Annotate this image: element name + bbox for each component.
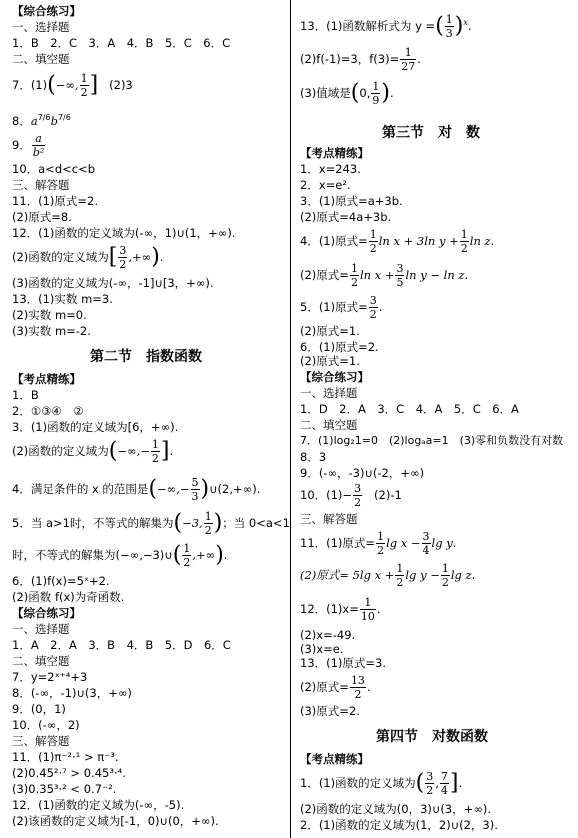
- answer-line: 13．(1)原式=3.: [300, 656, 387, 670]
- answer-line: 9． $\frac{a}{\text{b²}}$: [12, 132, 45, 159]
- answer-line: (2)原式=4a+3b.: [300, 210, 392, 224]
- answer-line: 12．(1)函数的定义域为(-∞，-5).: [12, 798, 185, 812]
- answer-line: 1．D 2．A 3．C 4．A 5．C 6．A: [300, 402, 519, 416]
- answer-line: 7．(1)(−∞, $\frac{1}{2}$ ] (2)3: [12, 72, 133, 99]
- answer-line: (2)原式=8.: [12, 210, 72, 224]
- fraction: $\frac{1}{2}$: [204, 510, 212, 537]
- answer-line: 1．x=243.: [300, 162, 361, 176]
- answer-line: (2)原式=1.: [300, 354, 360, 368]
- answer-line: 8．3: [300, 450, 327, 464]
- subheading: 二、填空题: [300, 418, 358, 432]
- answer-line: 2．x=e².: [300, 178, 351, 192]
- answer-line: 2．①③④ ②: [12, 404, 84, 418]
- answer-line: 2．(1)函数的定义域为(1，2)∪(2，3).: [300, 818, 498, 832]
- answer-line: (2)原式= $\frac{13}{2}$ .: [300, 674, 371, 701]
- answer-line: 4．(1)原式= $\frac{1}{2}$ ln x + 3ln y + $\frac{1}{2}$ ln z.: [300, 228, 495, 255]
- fraction: $\frac{a}{\text{b²}}$: [32, 132, 45, 159]
- section-heading: 【考点精练】: [12, 372, 81, 386]
- fraction: $\frac{1}{2}$: [151, 438, 159, 465]
- answer-line: 6．(1)原式=2.: [300, 340, 379, 354]
- answer-line: 3．(1)原式=a+3b.: [300, 194, 403, 208]
- answer-line: (3)值域是(0, $\frac{1}{9}$ ).: [300, 80, 394, 107]
- answer-line: (2)函数的定义域为(0，3)∪(3，+∞).: [300, 802, 491, 816]
- fraction: $\frac{1}{2}$: [369, 228, 377, 255]
- fraction: $\frac{1}{10}$: [360, 596, 375, 623]
- answer-line: 9．(-∞，-3)∪(-2，+∞): [300, 466, 425, 480]
- answer-line: 5．当 a>1时，不等式的解集为(−3, $\frac{1}{2}$ )；当 0<a<1: [12, 510, 290, 537]
- answer-line: 1．B 2．C 3．A 4．B 5．C 6．C: [12, 36, 231, 50]
- fraction: $\frac{3}{2}$: [426, 770, 434, 797]
- section-heading: 【考点精练】: [300, 752, 369, 766]
- fraction: $\frac{1}{3}$: [445, 12, 453, 40]
- fraction: $\frac{1}{2}$: [396, 562, 404, 589]
- fraction: $\frac{1}{2}$: [183, 542, 191, 569]
- answer-line: (3)原式=2.: [300, 704, 360, 718]
- section-title: 第四节 对数函数: [376, 729, 488, 745]
- answer-line: 8．$a^{7/6}b^{7/6}$: [12, 113, 71, 128]
- answer-line: (2)该函数的定义域为[-1，0)∪(0，+∞).: [12, 814, 219, 828]
- answer-line: 11．(1)π⁻²·¹ > π⁻³.: [12, 750, 119, 764]
- answer-line: 13．(1)实数 m=3.: [12, 292, 113, 306]
- fraction: $\frac{3}{4}$: [422, 530, 430, 557]
- answer-line: 1．(1)函数的定义域为( $\frac{3}{2}$ , $\frac{7}{4}$ ].: [300, 770, 463, 797]
- answer-line: 10．a<d<c<b: [12, 162, 96, 176]
- subheading: 二、填空题: [12, 52, 70, 66]
- subheading: 三、解答题: [300, 512, 358, 526]
- answer-line: (2)原式=1.: [300, 324, 360, 338]
- answer-line: 10．(-∞，2): [12, 718, 80, 732]
- answer-line: 12．(1)函数的定义域为(-∞，1)∪(1，+∞).: [12, 226, 236, 240]
- fraction: $\frac{1}{2}$: [377, 530, 385, 557]
- answer-line: 13．(1)函数解析式为 y =( $\frac{1}{3}$ )$^x$.: [300, 12, 472, 40]
- answer-line: (2)函数 f(x)为奇函数.: [12, 590, 125, 604]
- fraction: $\frac{1}{9}$: [372, 80, 380, 107]
- subheading: 一、选择题: [300, 386, 358, 400]
- fraction: $\frac{3}{2}$: [119, 244, 127, 271]
- answer-line: 10．(1)− $\frac{3}{2}$ (2)-1: [300, 482, 402, 509]
- subheading: 三、解答题: [12, 178, 70, 192]
- subheading: 一、选择题: [12, 622, 70, 636]
- answer-line: 3．(1)函数的定义域为[6，+∞).: [12, 420, 179, 434]
- answer-line: 8．(-∞，-1)∪(3，+∞): [12, 686, 132, 700]
- section-heading: 【考点精练】: [300, 146, 369, 160]
- answer-line: (2)0.45²·⁷ > 0.45³·⁴.: [12, 766, 126, 780]
- fraction: $\frac{1}{27}$: [401, 46, 416, 73]
- answer-line: (2)f(-1)=3，f(3)= $\frac{1}{27}$ .: [300, 46, 421, 73]
- fraction: $\frac{3}{5}$: [396, 262, 404, 289]
- answer-line: 12．(1)x= $\frac{1}{10}$ .: [300, 596, 381, 623]
- answer-line: 11．(1)原式= $\frac{1}{2}$ lg x − $\frac{3}{4}$ lg y.: [300, 530, 457, 557]
- fraction: $\frac{1}{2}$: [350, 262, 358, 289]
- section-title: 第三节 对 数: [382, 125, 480, 141]
- answer-line: 11．(1)原式=2.: [12, 194, 99, 208]
- fraction: $\frac{13}{2}$: [350, 674, 365, 701]
- answer-line: (3)0.35³·² < 0.7⁻².: [12, 782, 117, 796]
- answer-line: (3)函数的定义域为(-∞，-1]∪[3，+∞).: [12, 276, 214, 290]
- section-heading: 【综合练习】: [12, 4, 81, 18]
- subheading: 二、填空题: [12, 654, 70, 668]
- answer-line: (2)函数的定义域为(−∞,− $\frac{1}{2}$ ].: [12, 438, 174, 465]
- answer-line: (2)实数 m=0.: [12, 308, 87, 322]
- fraction: $\frac{5}{3}$: [191, 476, 199, 503]
- fraction: $\frac{7}{4}$: [440, 770, 448, 797]
- answer-line: 9．(0，1): [12, 702, 66, 716]
- answer-line: (2)原式= $\frac{1}{2}$ ln x + $\frac{3}{5}$ ln y − ln z.: [300, 262, 469, 289]
- answer-line: 7．y=2ˣ⁺⁴+3: [12, 670, 88, 684]
- answer-line: 时，不等式的解集为(−∞,−3)∪( $\frac{1}{2}$ ,+∞).: [12, 542, 228, 569]
- fraction: $\frac{1}{2}$: [460, 228, 468, 255]
- answer-line: 6．(1)f(x)=5ˣ+2.: [12, 574, 110, 588]
- section-title: 第二节 指数函数: [90, 349, 202, 365]
- answer-line: 5．(1)原式= $\frac{3}{2}$ .: [300, 294, 383, 321]
- fraction: $\frac{1}{2}$: [80, 72, 88, 99]
- section-heading: 【综合练习】: [12, 606, 81, 620]
- answer-line: (3)实数 m=-2.: [12, 324, 91, 338]
- fraction: $\frac{3}{2}$: [354, 482, 362, 509]
- answer-line: (2)函数的定义域为[ $\frac{3}{2}$ ,+∞).: [12, 244, 164, 271]
- answer-line: 4．满足条件的 x 的范围是(−∞,− $\frac{5}{3}$ )∪(2,+∞).: [12, 476, 261, 503]
- subheading: 三、解答题: [12, 734, 70, 748]
- subheading: 一、选择题: [12, 20, 70, 34]
- section-heading: 【综合练习】: [300, 370, 369, 384]
- answer-line: (3)x=e.: [300, 642, 344, 656]
- answer-line: 7．(1)log₂1=0 (2)logₐa=1 (3)零和负数没有对数: [300, 434, 564, 447]
- answer-line: (2)原式= 5lg x + $\frac{1}{2}$ lg y − $\frac{1}{2}$ lg z.: [300, 562, 476, 589]
- fraction: $\frac{3}{2}$: [369, 294, 377, 321]
- answer-line: 1．B: [12, 388, 39, 402]
- answer-line: (2)x=-49.: [300, 628, 356, 642]
- fraction: $\frac{1}{2}$: [441, 562, 449, 589]
- answer-line: 1．A 2．A 3．B 4．B 5．D 6．C: [12, 638, 231, 652]
